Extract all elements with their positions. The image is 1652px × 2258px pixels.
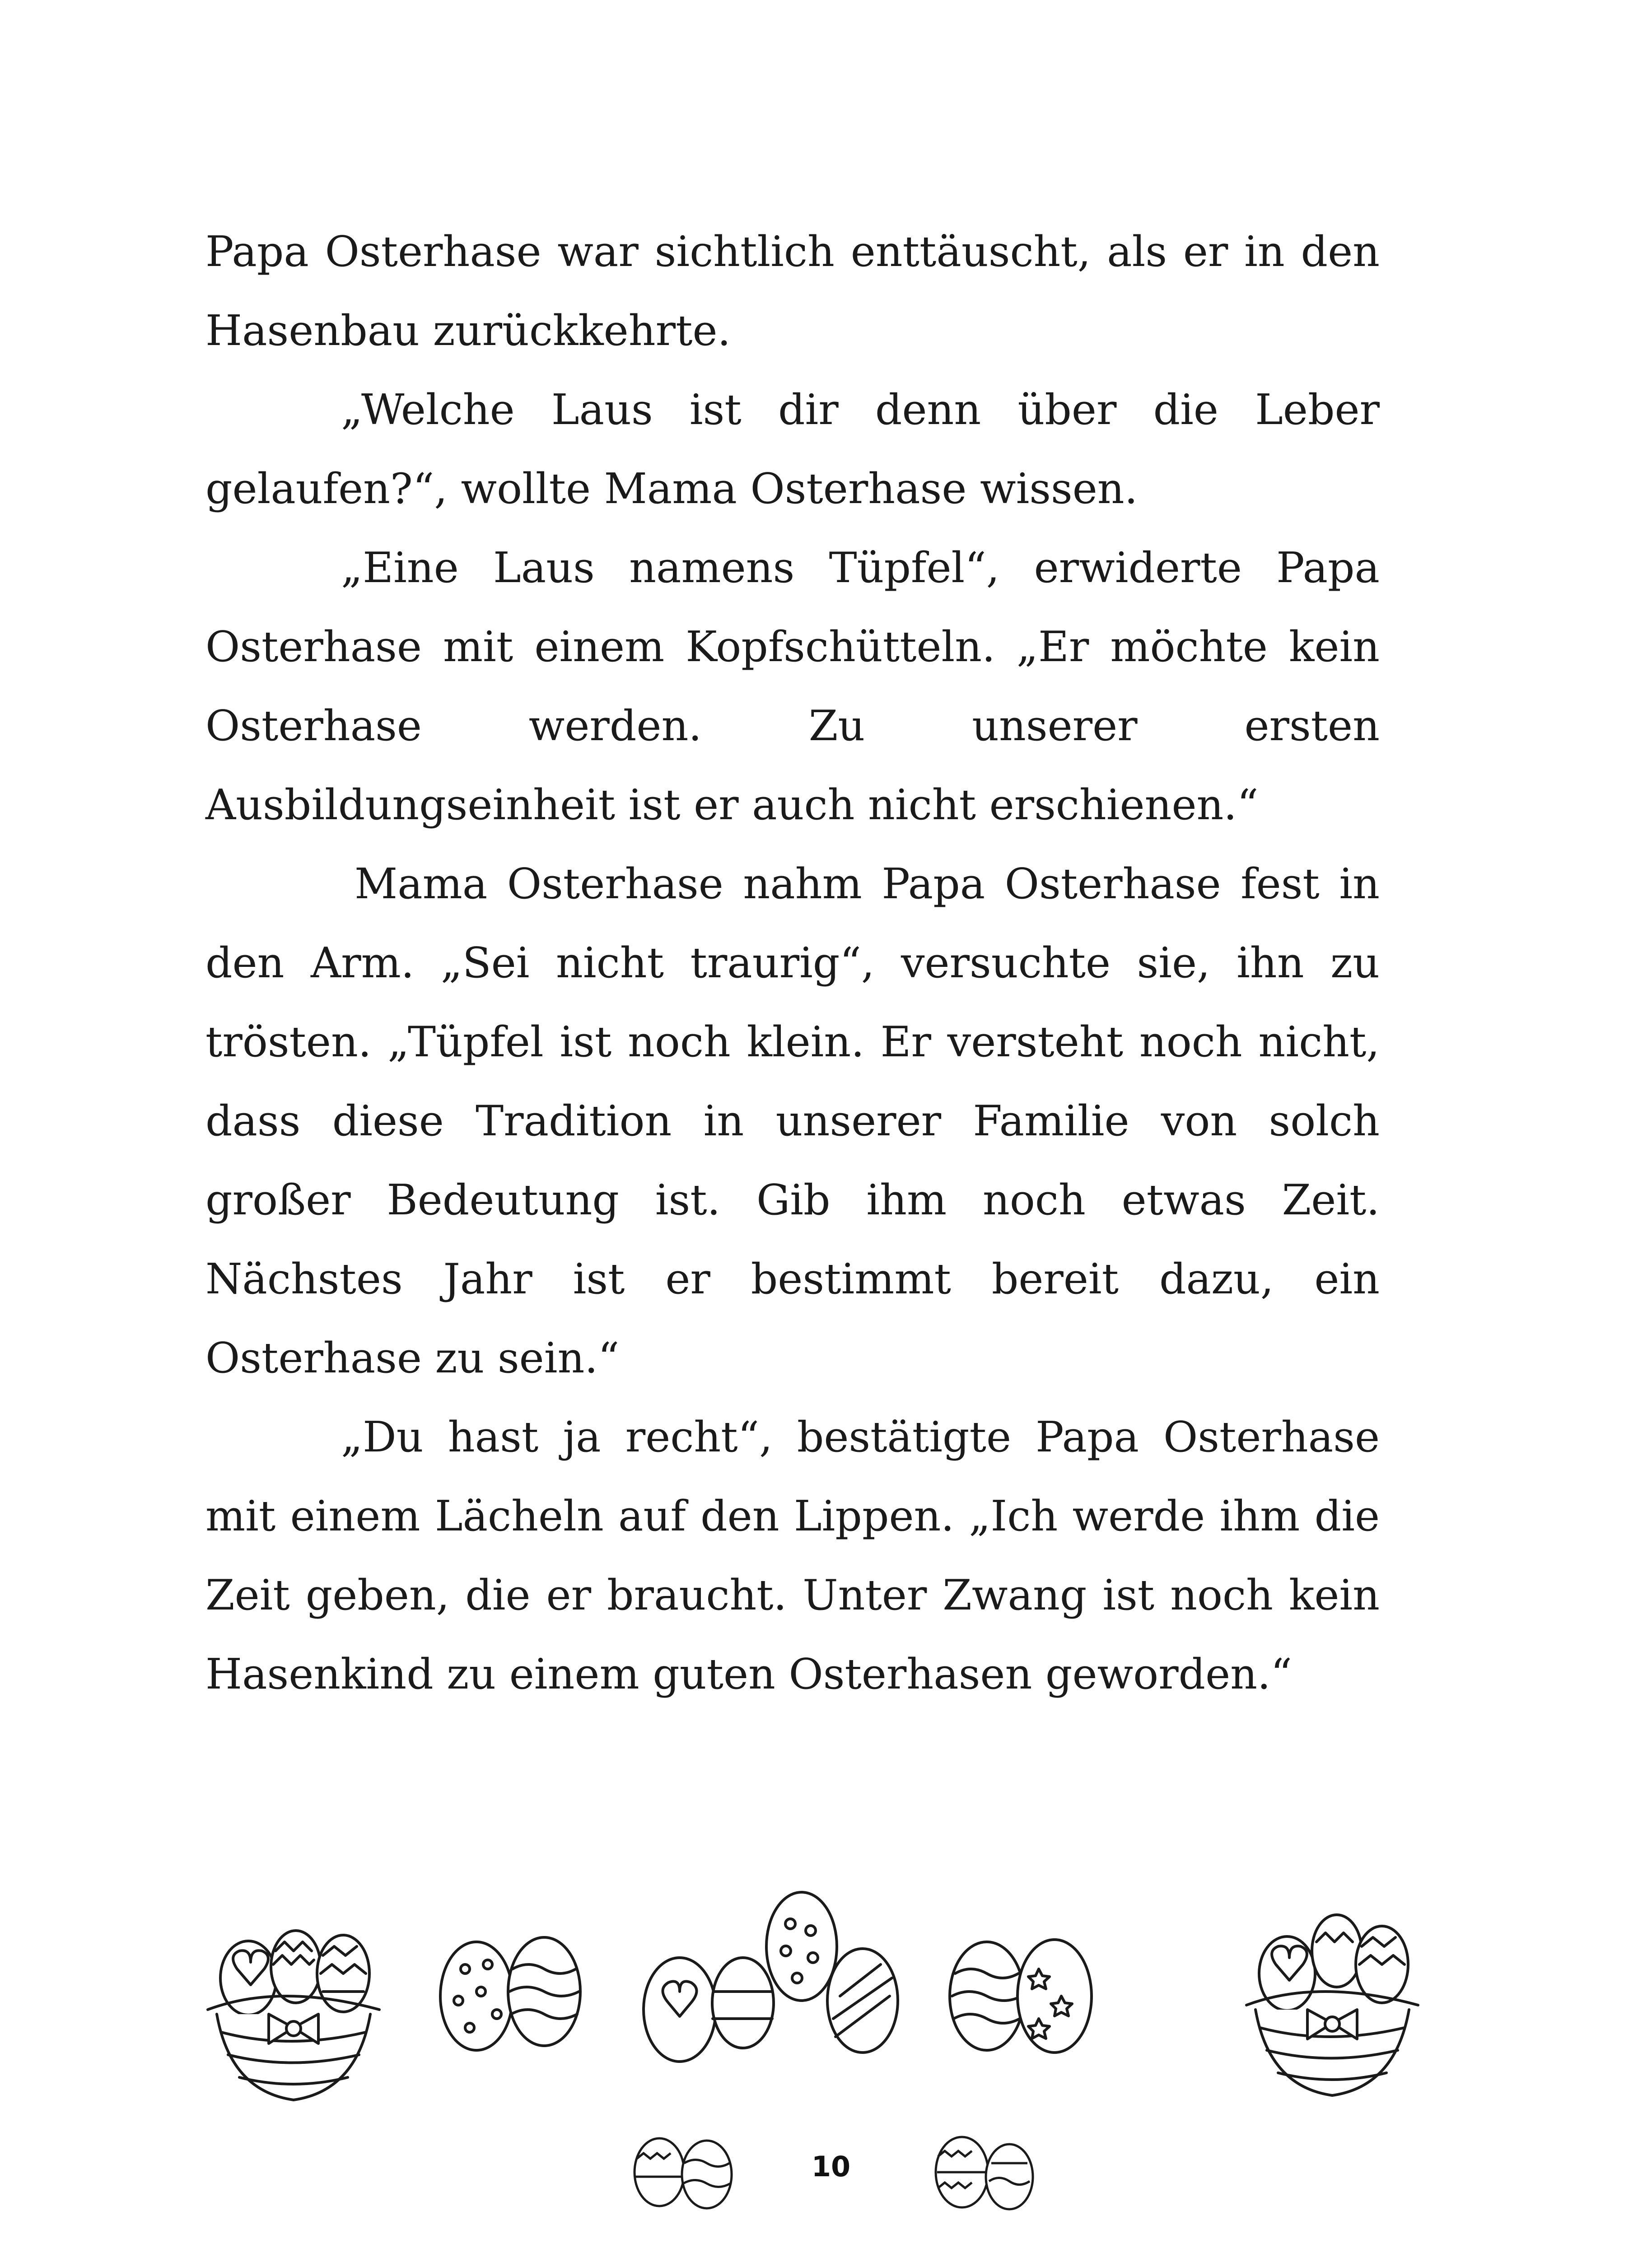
story-text xyxy=(205,212,1380,1714)
easter-basket-icon xyxy=(1246,1915,1418,2095)
page-number: 10 xyxy=(811,2150,851,2183)
paragraph-3: „Eine Laus namens Tüpfel“, erwiderte Papa Osterhase mit einem Kopfschütteln. „Er möchte kein Osterhase werden. Zu unserer ersten Ausbildungseinheit ist er auch nicht erschienen.“ xyxy=(205,543,1380,829)
easter-egg-icon xyxy=(440,1937,580,2050)
paragraph-5: „Du hast ja recht“, bestätigte Papa Osterhase mit einem Lächeln auf den Lippen. „Ich werde ihm die Zeit geben, die er braucht. Unter Zwang ist noch kein Hasenkind zu einem guten Osterhasen geworden.“ xyxy=(205,1413,1380,1698)
easter-egg-icon xyxy=(644,1892,898,2062)
easter-egg-icon xyxy=(950,1940,1092,2053)
easter-decoration-row xyxy=(199,1861,1454,2113)
page-footer xyxy=(0,2113,1652,2222)
paragraph-4: Mama Osterhase nahm Papa Osterhase fest in den Arm. „Sei nicht traurig“, versuchte sie, ihn zu trösten. „Tüpfel ist noch klein. Er versteht noch nicht, dass diese Tradition in unserer Familie von solch großer Bedeutung ist. Gib ihm noch etwas Zeit. Nächstes Jahr ist er bestimmt bereit dazu, ein Osterhase zu sein.“ xyxy=(205,859,1380,1382)
easter-basket-icon xyxy=(208,1931,379,2100)
easter-egg-icon xyxy=(924,2123,1041,2213)
paragraph-2: „Welche Laus ist dir denn über die Leber gelaufen?“, wollte Mama Osterhase wissen. xyxy=(205,385,1380,513)
easter-egg-icon xyxy=(625,2123,743,2213)
paragraph-1: Papa Osterhase war sichtlich enttäuscht, als er in den Hasenbau zurückkehrte. xyxy=(205,227,1380,355)
